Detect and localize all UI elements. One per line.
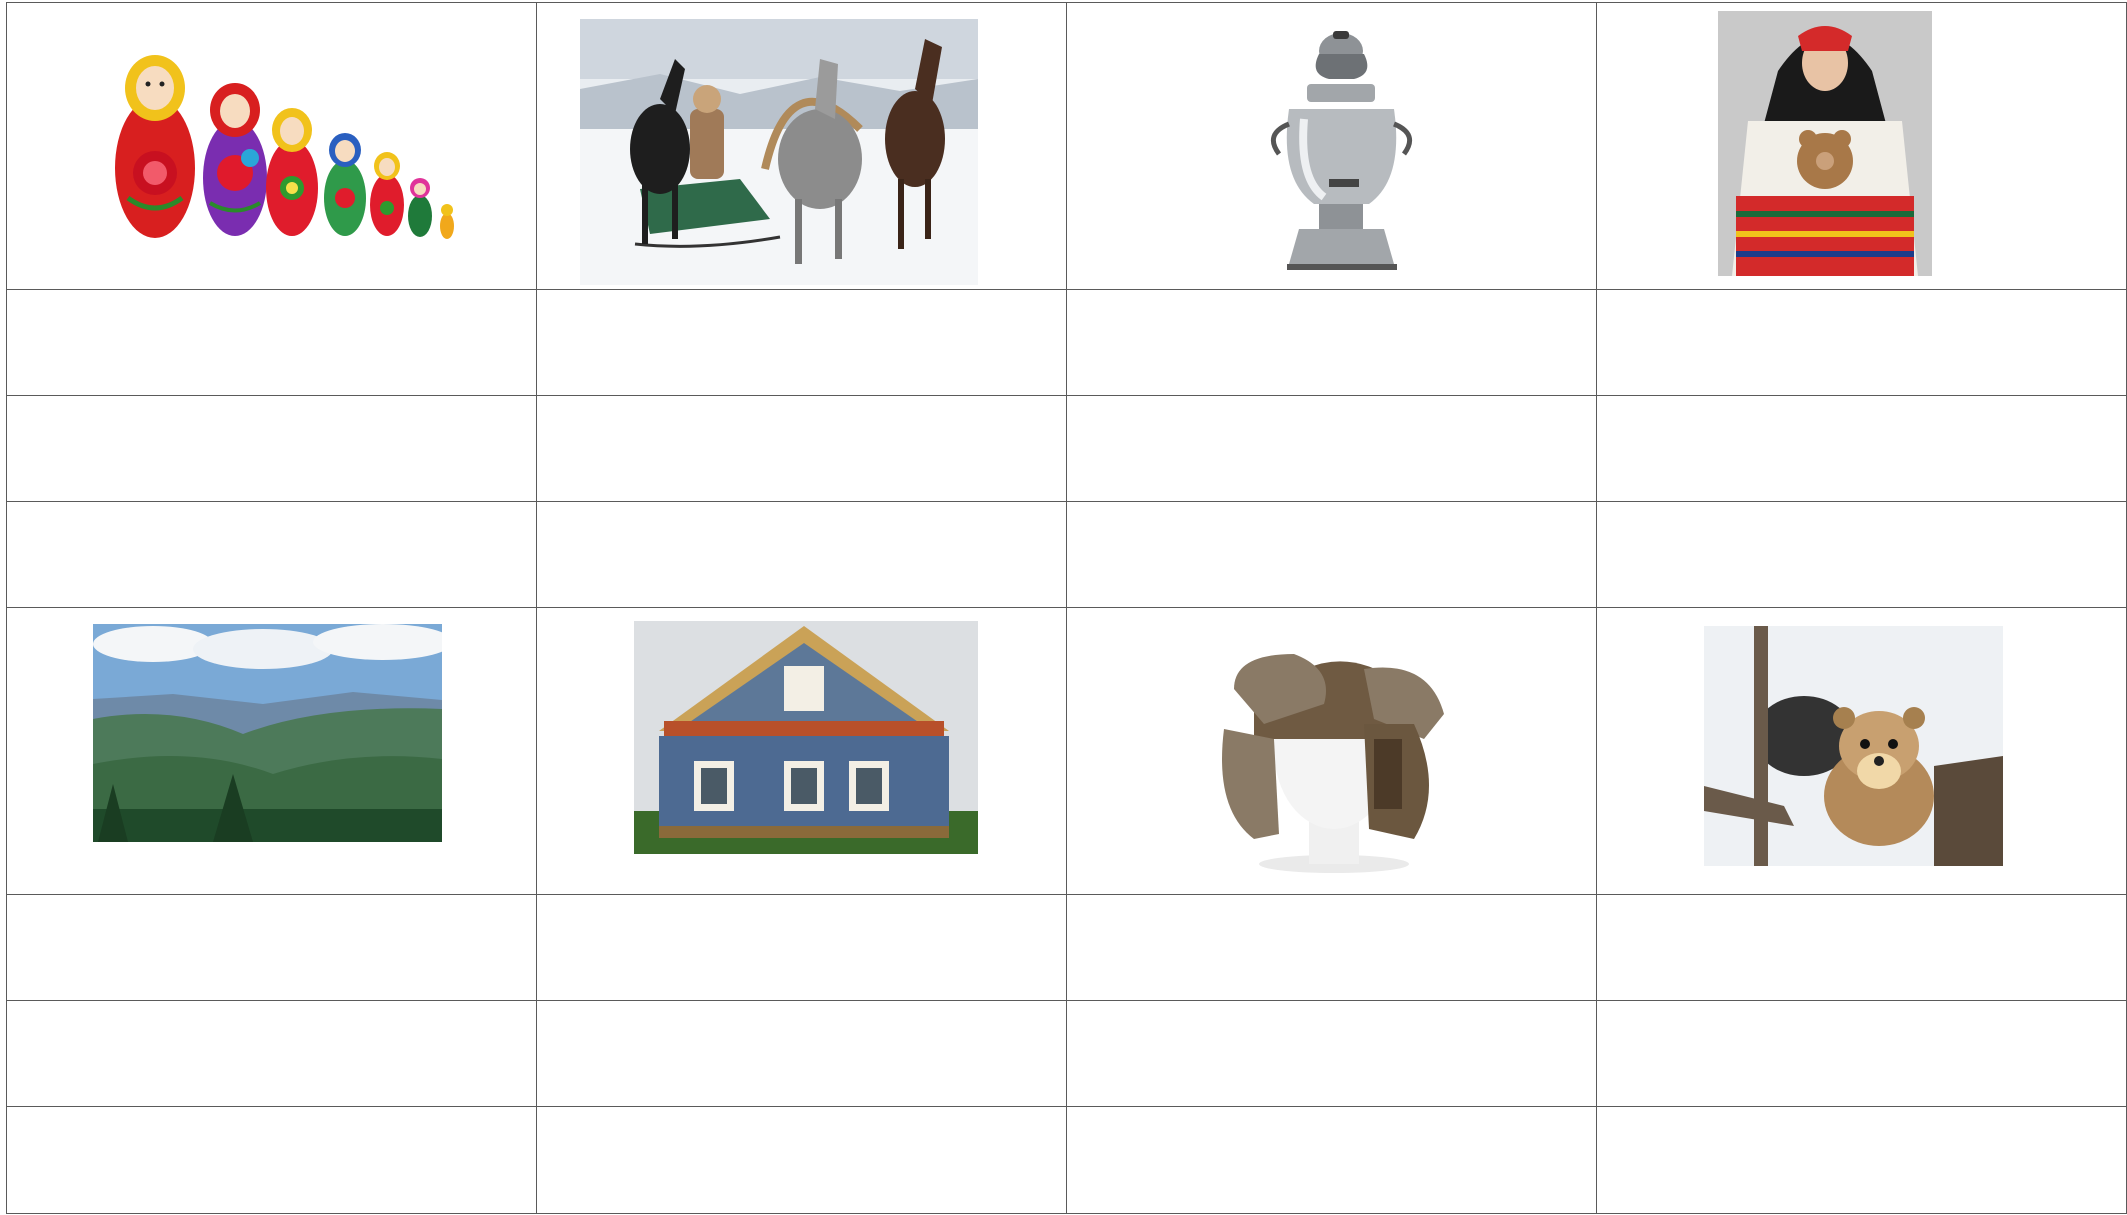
blank-cell <box>537 1001 1067 1107</box>
picture-row-2 <box>7 608 2127 895</box>
samovar-image <box>1259 29 1422 277</box>
taiga-landscape-image <box>93 624 442 842</box>
blank-cell <box>1597 1107 2127 1214</box>
cell-troika <box>537 3 1067 290</box>
blank-cell <box>1597 290 2127 396</box>
blank-row <box>7 1107 2127 1214</box>
blank-cell <box>1067 1107 1597 1214</box>
blank-cell <box>1067 1001 1597 1107</box>
doll-4 <box>324 133 366 236</box>
blank-cell <box>537 1107 1067 1214</box>
troika-sleigh-image <box>580 19 978 285</box>
blank-row <box>7 290 2127 396</box>
cell-izba <box>537 608 1067 895</box>
wooden-izba-image <box>634 621 978 854</box>
cell-ushanka <box>1067 608 1597 895</box>
matryoshka-dolls-image <box>110 48 456 243</box>
blank-cell <box>1067 895 1597 1001</box>
blank-row <box>7 895 2127 1001</box>
cell-samovar <box>1067 3 1597 290</box>
doll-1 <box>115 55 195 238</box>
doll-6 <box>408 178 432 237</box>
blank-cell <box>7 396 537 502</box>
folk-costume-woman-image <box>1718 11 1932 276</box>
blank-cell <box>1067 290 1597 396</box>
blank-cell <box>1597 502 2127 608</box>
blank-cell <box>1597 895 2127 1001</box>
blank-cell <box>1067 396 1597 502</box>
blank-cell <box>7 1001 537 1107</box>
blank-cell <box>7 1107 537 1214</box>
picture-grid <box>6 2 2127 1214</box>
cell-sable <box>1597 608 2127 895</box>
blank-cell <box>537 895 1067 1001</box>
worksheet <box>6 2 2127 1215</box>
blank-cell <box>1597 1001 2127 1107</box>
doll-7 <box>440 204 454 239</box>
blank-cell <box>537 290 1067 396</box>
blank-cell <box>537 502 1067 608</box>
blank-row <box>7 396 2127 502</box>
blank-row <box>7 502 2127 608</box>
blank-cell <box>7 290 537 396</box>
blank-cell <box>537 396 1067 502</box>
doll-2 <box>203 83 267 236</box>
sable-animal-image <box>1704 626 2003 866</box>
blank-row <box>7 1001 2127 1107</box>
cell-taiga <box>7 608 537 895</box>
blank-cell <box>1597 396 2127 502</box>
doll-5 <box>370 152 404 236</box>
blank-cell <box>7 895 537 1001</box>
ushanka-hat-image <box>1214 629 1448 874</box>
doll-3 <box>266 108 318 236</box>
cell-matryoshka <box>7 3 537 290</box>
cell-folk-costume <box>1597 3 2127 290</box>
blank-cell <box>1067 502 1597 608</box>
blank-cell <box>7 502 537 608</box>
picture-row-1 <box>7 3 2127 290</box>
